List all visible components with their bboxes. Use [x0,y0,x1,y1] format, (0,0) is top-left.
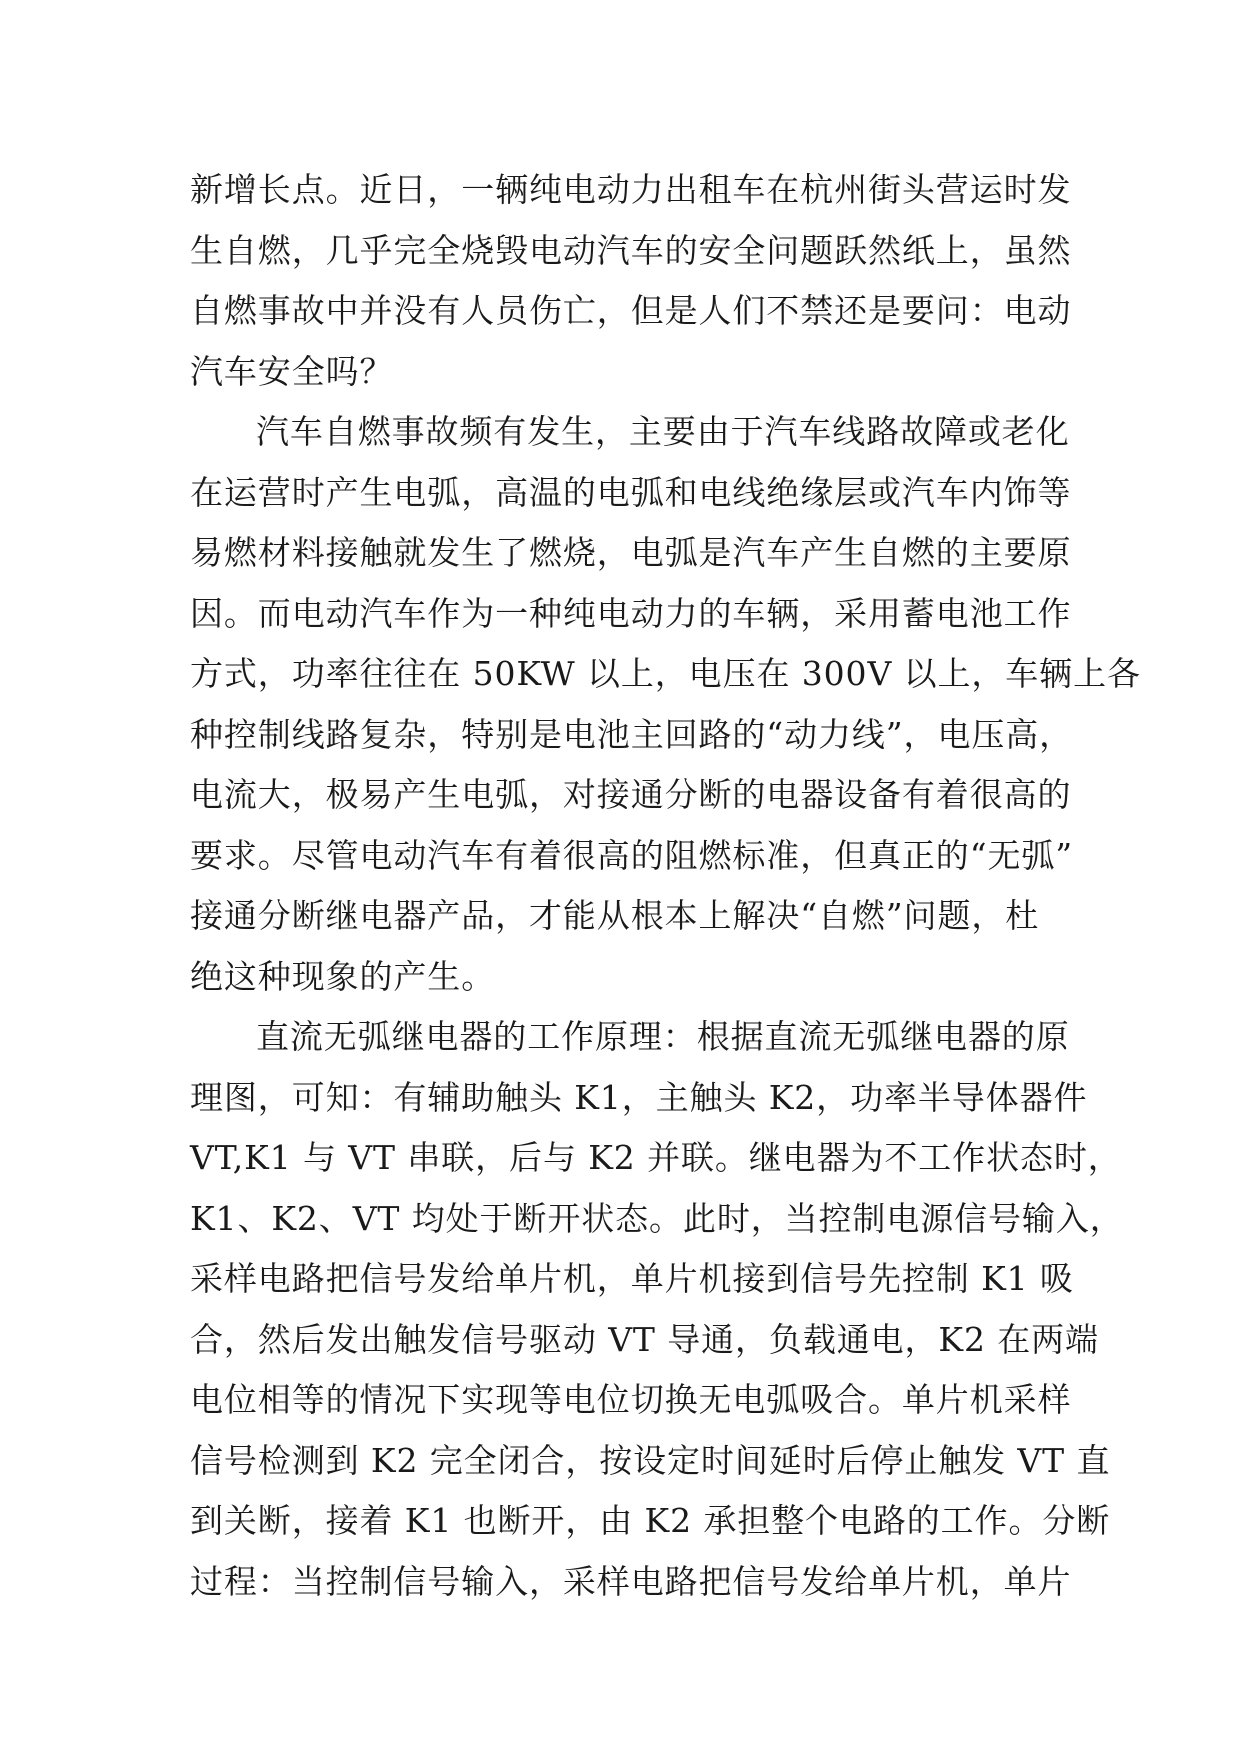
text-line: 信号检测到 K2 完全闭合，按设定时间延时后停止触发 VT 直 [190,1440,1111,1480]
text-line: 种控制线路复杂，特别是电池主回路的“动力线”，电压高， [190,714,1074,754]
text-line: 过程：当控制信号输入，采样电路把信号发给单片机，单片 [190,1561,1072,1601]
text-line: K1、K2、VT 均处于断开状态。此时，当控制电源信号输入， [190,1198,1124,1238]
body-text [190,160,1141,1612]
text-line: 生自燃，几乎完全烧毁电动汽车的安全问题跃然纸上，虽然 [190,230,1072,270]
text-line: 自燃事故中并没有人员伤亡，但是人们不禁还是要问：电动 [190,291,1072,330]
text-line: 新增长点。近日，一辆纯电动力出租车在杭州街头营运时发 [190,170,1072,209]
text-line: 绝这种现象的产生。 [190,956,496,996]
text-line: VT,K1 与 VT 串联，后与 K2 并联。继电器为不工作状态时， [190,1138,1122,1177]
text-line: 电流大，极易产生电弧，对接通分断的电器设备有着很高的 [190,775,1072,814]
paragraph-2 [190,402,1141,1007]
text-line: 到关断，接着 K1 也断开，由 K2 承担整个电路的工作。分断 [190,1501,1111,1540]
text-line: 汽车自燃事故频有发生，主要由于汽车线路故障或老化 [256,412,1070,451]
text-line: 理图，可知：有辅助触头 K1，主触头 K2，功率半导体器件 [190,1077,1088,1117]
paragraph-3 [190,1007,1124,1612]
text-line: 易燃材料接触就发生了燃烧，电弧是汽车产生自燃的主要原 [190,533,1072,572]
text-line: 要求。尽管电动汽车有着很高的阻燃标准，但真正的“无弧” [190,835,1074,875]
text-line: 合，然后发出触发信号驱动 VT 导通，负载通电，K2 在两端 [190,1319,1099,1359]
text-line: 在运营时产生电弧，高温的电弧和电线绝缘层或汽车内饰等 [190,472,1072,512]
paragraph-1 [190,160,1072,402]
text-line: 汽车安全吗？ [190,351,394,391]
text-line: 方式，功率往往在 50KW 以上，电压在 300V 以上，车辆上各 [190,654,1141,693]
text-line: 电位相等的情况下实现等电位切换无电弧吸合。单片机采样 [190,1380,1072,1419]
text-line: 因。而电动汽车作为一种纯电动力的车辆，采用蓄电池工作 [190,593,1072,633]
text-line: 接通分断继电器产品，才能从根本上解决“自燃”问题，杜 [190,896,1040,935]
text-line: 采样电路把信号发给单片机，单片机接到信号先控制 K1 吸 [190,1259,1074,1298]
text-line: 直流无弧继电器的工作原理：根据直流无弧继电器的原 [256,1017,1070,1056]
